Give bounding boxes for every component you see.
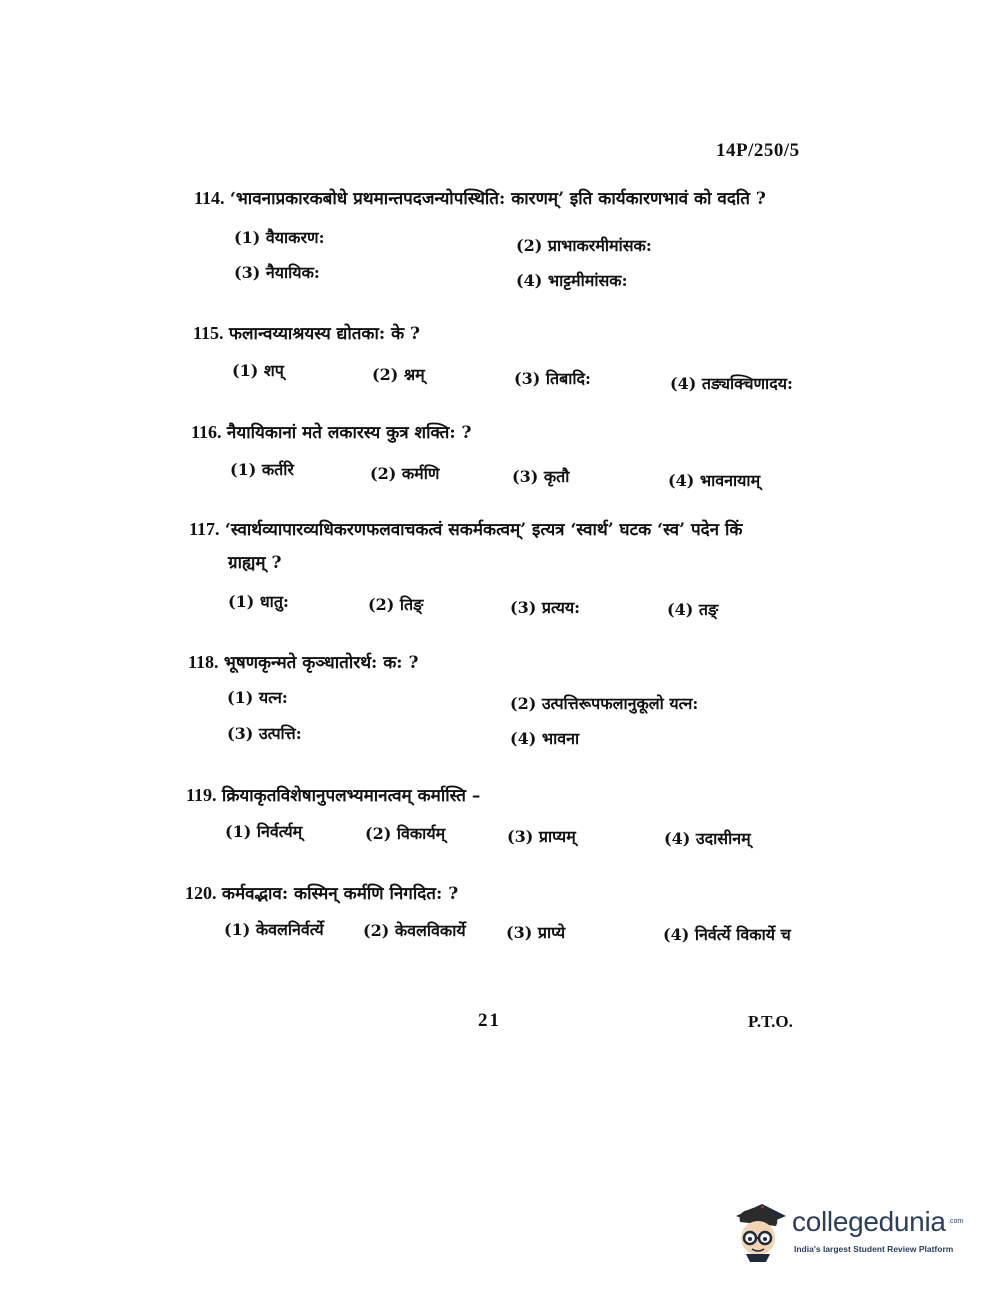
question-text: ‘भावनाप्रकारकबोधे प्रथमान्तपदजन्योपस्थिति: कारणम्’ इति कार्यकारणभावं को वदति ?	[229, 189, 766, 209]
option-2: (2) केवलविकार्ये	[363, 921, 466, 940]
question-stem	[194, 186, 766, 211]
question-stem	[186, 783, 480, 808]
option-3: (3) प्रत्यय:	[510, 598, 581, 617]
option-2: (2) प्राभाकरमीमांसक:	[516, 236, 652, 255]
option-2: (2) श्नम्	[372, 365, 425, 384]
question-number: 115.	[193, 323, 224, 343]
watermark-brand-name: collegedunia	[792, 1206, 946, 1237]
question-text: ‘स्वार्थव्यापारव्यधिकरणफलवाचकत्वं सकर्मकत्वम्’ इत्यत्र ‘स्वार्थ’ घटक ‘स्व’ पदेन किं	[224, 520, 743, 540]
question-text: फलान्वय्याश्रयस्य द्योतका: के ?	[228, 324, 421, 344]
pto-marker: P.T.O.	[748, 1012, 793, 1031]
page-number: 21	[478, 1010, 501, 1031]
option-3: (3) प्राप्ये	[506, 923, 566, 942]
question-number: 116.	[191, 422, 222, 442]
question-number: 119.	[186, 785, 217, 805]
question-text: नैयायिकानां मते लकारस्य कुत्र शक्ति: ?	[226, 423, 472, 443]
option-3: (3) कृतौ	[512, 467, 570, 486]
question-number: 117.	[189, 519, 220, 539]
option-4: (4) तङ्यक्चिणादय:	[670, 374, 793, 393]
option-4: (4) भावनायाम्	[668, 471, 761, 490]
option-2: (2) उत्पत्तिरूपफलानुकूलो यत्न:	[510, 694, 699, 713]
option-4: (4) भावना	[510, 729, 580, 748]
option-3: (3) प्राप्यम्	[507, 827, 576, 846]
question-stem	[191, 420, 471, 445]
option-1: (1) निर्वर्त्यम्	[225, 822, 303, 841]
option-4: (4) निर्वर्त्ये विकार्ये च	[663, 925, 791, 944]
question-stem	[185, 881, 458, 906]
mascot-logo-icon	[730, 1196, 790, 1266]
question-number: 118.	[188, 652, 219, 672]
question-text: कर्मवद्भाव: कस्मिन् कर्मणि निगदित: ?	[221, 884, 459, 904]
paper-code: 14P/250/5	[716, 140, 800, 161]
watermark-tagline: India's largest Student Review Platform	[794, 1244, 954, 1254]
question-text: भूषणकृन्मते कृञ्धातोरर्थ: क: ?	[223, 653, 419, 673]
option-2: (2) विकार्यम्	[365, 824, 446, 843]
option-1: (1) कर्तरि	[230, 460, 294, 479]
option-1: (1) यत्न:	[227, 688, 288, 707]
option-2: (2) कर्मणि	[370, 464, 440, 483]
option-3: (3) तिबादि:	[514, 369, 591, 388]
option-3: (3) उत्पत्ति:	[227, 724, 302, 743]
question-stem	[193, 321, 420, 346]
option-4: (4) तङ्	[667, 600, 719, 619]
option-4: (4) उदासीनम्	[664, 829, 751, 848]
watermark-domain-suffix: .com	[948, 1218, 964, 1225]
option-1: (1) धातु:	[228, 592, 289, 611]
question-stem	[189, 517, 742, 542]
question-text-continued: ग्राह्यम् ?	[228, 553, 282, 573]
question-stem	[188, 650, 418, 675]
question-number: 114.	[194, 188, 225, 208]
option-1: (1) केवलनिर्वर्त्ये	[224, 920, 324, 939]
option-2: (2) तिङ्	[368, 595, 424, 614]
option-3: (3) नैयायिक:	[234, 263, 320, 282]
collegedunia-watermark	[730, 1196, 970, 1266]
question-text: क्रियाकृतविशेषानुपलभ्यमानत्वम् कर्मास्ति –	[221, 786, 481, 806]
option-1: (1) शप्	[232, 361, 284, 380]
option-4: (4) भाट्टमीमांसक:	[516, 271, 628, 290]
option-1: (1) वैयाकरण:	[234, 228, 325, 247]
question-number: 120.	[185, 883, 217, 903]
